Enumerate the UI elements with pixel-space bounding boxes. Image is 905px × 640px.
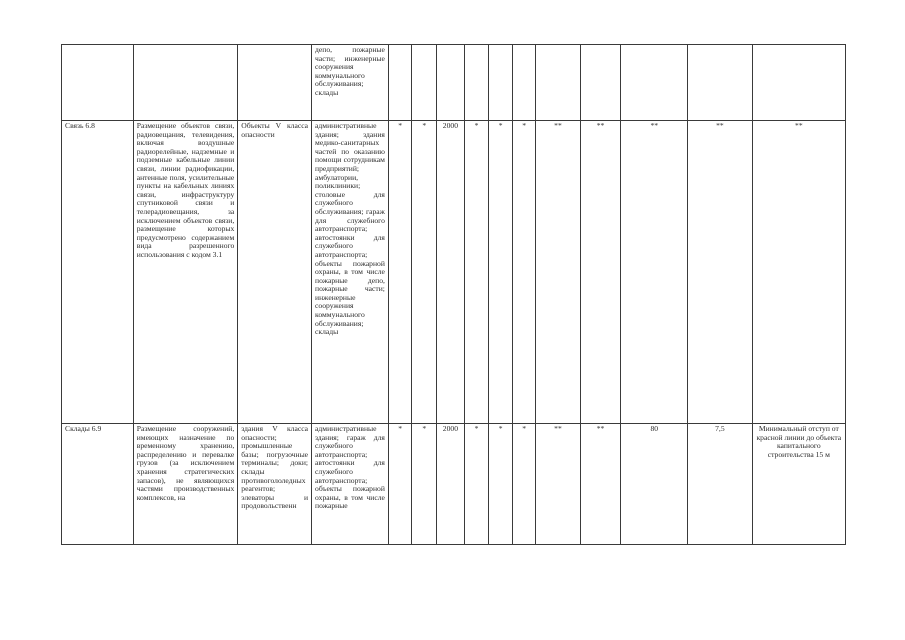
param-cell: 2000: [437, 121, 465, 424]
table-row: [62, 121, 846, 424]
param-cell: *: [412, 121, 437, 424]
param-cell: [512, 45, 536, 121]
auxiliary-objects-cell: административные здания; здания медико-санитарных частей по оказанию помощи сотрудникам предприятий; амбулатории, поликлиники; столовые для служебного обслуживания; гараж для служебного автотранспорта; автостоянки для служебного автотранспорта; объекты пожарной охраны, в том числе пожарные депо, пожарные части; инженерные сооружения коммунального обслуживания; склады: [312, 121, 389, 424]
land-use-regulations-table: [61, 44, 846, 545]
param-cell: *: [489, 424, 513, 545]
permitted-objects-cell: Объекты V класса опасности: [238, 121, 312, 424]
param-cell: 7,5: [688, 424, 753, 545]
permitted-objects-cell: [238, 45, 312, 121]
auxiliary-objects-cell: депо, пожарные части; инженерные сооружения коммунального обслуживания; склады: [312, 45, 389, 121]
param-cell: [437, 45, 465, 121]
param-cell: [464, 45, 489, 121]
param-cell: *: [464, 424, 489, 545]
description-cell: Размещение сооружений, имеющих назначение по временному хранению, распределению и перевалке грузов (за исключением хранения стратегических запасов), не являющихся частями производственных комплексов, на: [133, 424, 238, 545]
param-cell: *: [388, 121, 412, 424]
notes-cell: **: [752, 121, 845, 424]
use-type-cell: [62, 45, 134, 121]
use-type-cell: Связь 6.8: [62, 121, 134, 424]
param-cell: *: [464, 121, 489, 424]
param-cell: **: [621, 121, 688, 424]
param-cell: *: [512, 121, 536, 424]
table-row: [62, 45, 846, 121]
param-cell: [489, 45, 513, 121]
param-cell: [688, 45, 753, 121]
param-cell: [536, 45, 580, 121]
permitted-objects-cell: здания V класса опасности; промышленные базы; погрузочные терминалы; доки; склады противогололедных реагентов; элеваторы и продовольственн: [238, 424, 312, 545]
param-cell: **: [688, 121, 753, 424]
param-cell: *: [512, 424, 536, 545]
auxiliary-objects-cell: административные здания; гараж для служебного автотранспорта; автостоянки для служебного автотранспорта; объекты пожарной охраны, в том числе пожарные: [312, 424, 389, 545]
param-cell: [388, 45, 412, 121]
param-cell: **: [536, 424, 580, 545]
param-cell: *: [412, 424, 437, 545]
use-type-cell: Склады 6.9: [62, 424, 134, 545]
param-cell: **: [580, 121, 621, 424]
param-cell: *: [489, 121, 513, 424]
table-row: [62, 424, 846, 545]
notes-cell: Минимальный отступ от красной линии до объекта капитального строительства 15 м: [752, 424, 845, 545]
notes-cell: [752, 45, 845, 121]
param-cell: **: [536, 121, 580, 424]
description-cell: [133, 45, 238, 121]
param-cell: [412, 45, 437, 121]
param-cell: *: [388, 424, 412, 545]
param-cell: **: [580, 424, 621, 545]
param-cell: [580, 45, 621, 121]
param-cell: 2000: [437, 424, 465, 545]
param-cell: 80: [621, 424, 688, 545]
description-cell: Размещение объектов связи, радиовещания, телевидения, включая воздушные радиорелейные, надземные и подземные кабельные линии связи, линии радиофикации, антенные поля, усилительные пункты на кабельных линиях связи, инфраструктуру спутниковой связи и телерадиовещания, за исключением объектов связи, размещение которых предусмотрено содержанием вида разрешенного использования с кодом 3.1: [133, 121, 238, 424]
regulations-table-page: [61, 44, 846, 545]
param-cell: [621, 45, 688, 121]
